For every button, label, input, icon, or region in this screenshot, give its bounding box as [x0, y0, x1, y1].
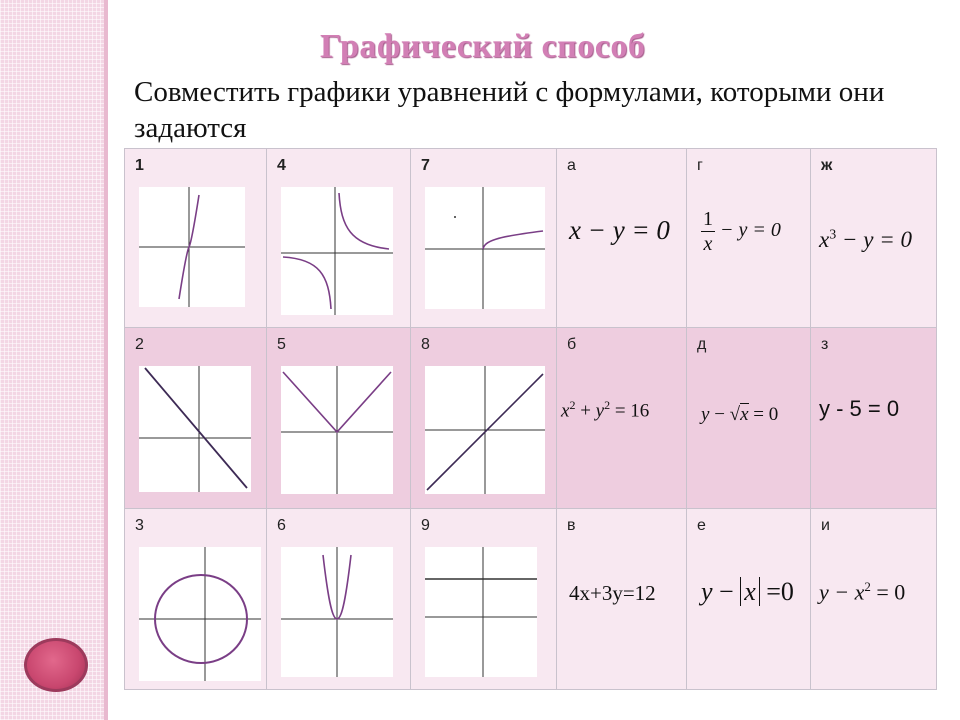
cell-graph-6	[267, 509, 411, 690]
formula-zh-exponent: 3	[829, 227, 837, 243]
formula-b-y: y	[595, 400, 605, 422]
formula-label-b: б	[567, 336, 577, 353]
graph-6-parabola	[281, 547, 393, 677]
formula-i-lhs: y − x	[819, 579, 865, 605]
formula-zh	[819, 227, 912, 253]
formula-e-y: y	[701, 577, 713, 606]
formula-g-denominator: x	[703, 233, 713, 255]
formula-b-x: x	[561, 400, 570, 422]
cell-graph-8	[411, 328, 557, 509]
formula-label-i: и	[821, 517, 830, 534]
formula-a: x − y = 0	[569, 215, 670, 245]
graph-label-7: 7	[421, 157, 430, 174]
cell-graph-4	[267, 149, 411, 328]
slide-title: Графический способ	[320, 28, 646, 65]
formula-b-x-exponent: 2	[569, 398, 576, 412]
graph-2-line-decreasing	[139, 366, 251, 492]
graph-4-hyperbola	[281, 187, 393, 315]
graph-7-sqrt	[425, 187, 545, 309]
cell-formula-z	[811, 328, 937, 509]
decorative-side-strip	[0, 0, 108, 720]
formula-d-y: y	[701, 404, 710, 425]
table-row	[125, 149, 937, 328]
table-row	[125, 509, 937, 690]
cell-formula-zh	[811, 149, 937, 328]
cell-formula-d	[687, 328, 811, 509]
formula-zh-x: x	[819, 227, 830, 252]
formula-b-y-exponent: 2	[604, 398, 611, 412]
cell-formula-e	[687, 509, 811, 690]
graph-3-circle	[139, 547, 261, 681]
graph-label-6: 6	[277, 517, 286, 534]
graph-5-absolute-value	[281, 366, 393, 494]
formula-label-e: е	[697, 517, 706, 534]
cell-graph-1	[125, 149, 267, 328]
sqrt-icon: √	[729, 404, 741, 425]
cell-formula-g	[687, 149, 811, 328]
formula-b-rest: = 16	[614, 400, 650, 422]
cell-graph-3	[125, 509, 267, 690]
formula-e-minus: −	[719, 577, 734, 606]
side-strip-edge	[104, 0, 108, 720]
formula-e-abs-x: x	[740, 577, 760, 606]
cell-graph-9	[411, 509, 557, 690]
graph-label-2: 2	[135, 336, 144, 353]
formula-i	[819, 579, 905, 605]
formula-zh-rest: − y = 0	[841, 227, 912, 252]
formula-g-numerator: 1	[703, 208, 713, 230]
cell-formula-i	[811, 509, 937, 690]
graph-1-cubic	[139, 187, 245, 307]
slide-subtitle: Совместить графики уравнений с формулами, которыми они задаются	[134, 76, 885, 144]
formula-e-rest: =0	[766, 577, 794, 606]
formula-label-v: в	[567, 517, 576, 534]
formula-label-g: г	[697, 157, 703, 174]
formula-label-a: а	[567, 157, 576, 174]
graph-label-4: 4	[277, 157, 286, 174]
formula-z: у - 5 = 0	[819, 396, 900, 421]
formula-i-exponent: 2	[864, 579, 871, 594]
formula-d-rest: = 0	[753, 404, 779, 425]
graph-label-3: 3	[135, 517, 144, 534]
cell-formula-v	[557, 509, 687, 690]
formula-v: 4x+3y=12	[569, 581, 656, 605]
cell-formula-a	[557, 149, 687, 328]
formula-label-z: з	[821, 336, 829, 353]
table-row	[125, 328, 937, 509]
graph-8-line-increasing	[425, 366, 545, 494]
formula-d-radicand: x	[740, 404, 749, 425]
formula-b: $x^2 + y^2 = 16$	[561, 398, 650, 422]
matching-table	[124, 148, 937, 690]
graph-label-1: 1	[135, 157, 144, 174]
slide-nav-button[interactable]	[24, 638, 88, 692]
formula-label-d: д	[697, 336, 707, 353]
graph-label-5: 5	[277, 336, 286, 353]
formula-i-rest: = 0	[876, 579, 906, 605]
cell-graph-7	[411, 149, 557, 328]
formula-g	[701, 207, 781, 256]
formula-label-zh: ж	[821, 157, 833, 174]
cell-formula-b	[557, 328, 687, 509]
formula-g-rest: − y = 0	[720, 219, 781, 242]
formula-d-minus: −	[714, 404, 725, 425]
formula-d	[701, 404, 778, 426]
graph-label-8: 8	[421, 336, 430, 353]
graph-label-9: 9	[421, 517, 430, 534]
graph-9-horizontal-line	[425, 547, 537, 677]
cell-graph-2	[125, 328, 267, 509]
formula-e	[701, 577, 794, 607]
cell-graph-5	[267, 328, 411, 509]
